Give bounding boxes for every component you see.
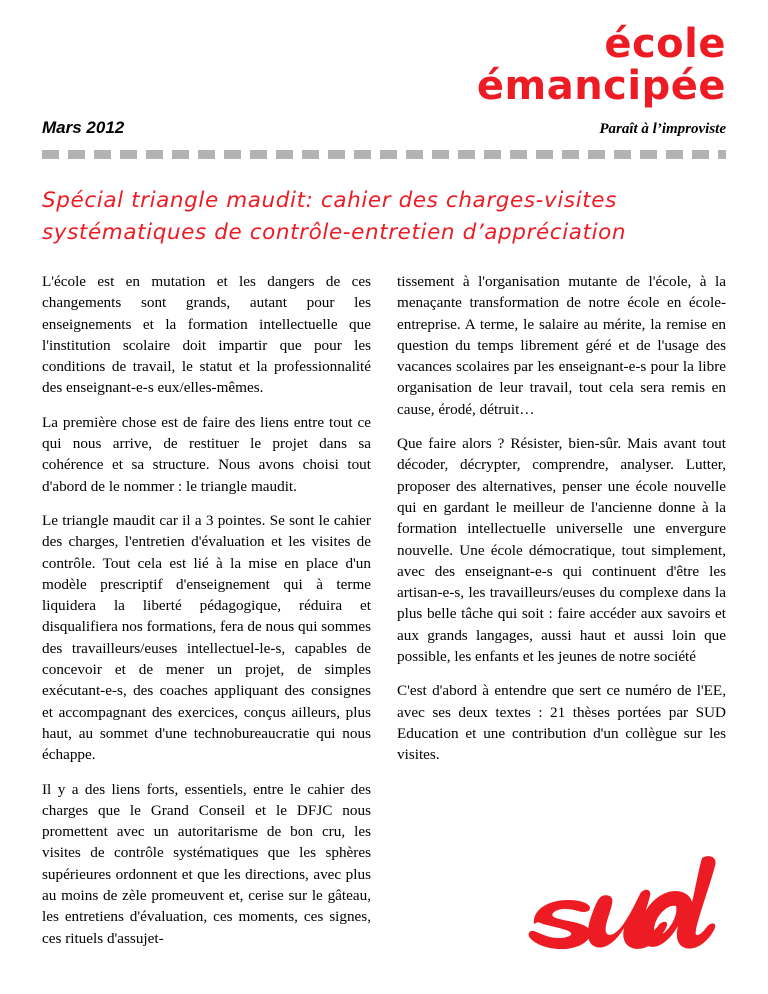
issue-tagline: Paraît à l’improviste	[599, 121, 726, 137]
masthead	[42, 0, 726, 108]
issue-line	[42, 118, 726, 138]
paragraph: Le triangle maudit car il a 3 pointes. Se sont le cahier des charges, l'entretien d'évaluation et les visites de contrôle. Tout cela est lié à la mise en place d'un modèle prescriptif d'enseignement qui à terme liquidera la liberté pédagogique, réduira et disqualifiera nos formations, fera de nous qui sommes des travailleurs/euses intellectuel-le-s, capables de concevoir et de mener un projet, de simples exécutant-e-s, des coaches appliquant des consignes et accompagnant des exercices, conçus ailleurs, plus haut, au sommet d'une technobureaucratie qui nous échappe.	[42, 511, 371, 764]
dashed-divider	[42, 150, 726, 159]
paragraph: tissement à l'organisation mutante de l'école, à la menaçante transformation de notre école en école-entreprise. A terme, le salaire au mérite, la remise en question du temps librement géré et de l'usage des vacances scolaires par les enseignant-e-s pour la libre organisation de leur travail, tout cela sera remis en cause, érodé, détruit…	[397, 273, 726, 418]
paragraph: Il y a des liens forts, essentiels, entre le cahier des charges que le Grand Conseil et le DFJC nous promettent avec un autoritarisme de bon cru, les visites de contrôle systématiques que les sphères supérieures ordonnent et que les directions, avec plus au moins de zèle promeuvent et, cerise sur le gâteau, les entretiens d'évaluation, ces moments, ces signes, ces rituels d'assujet-	[42, 780, 371, 947]
paragraph: C'est d'abord à entendre que sert ce numéro de l'EE, avec ses deux textes : 21 thèses portées par SUD Education et une contribution d'un collègue sur les visites.	[397, 682, 726, 764]
paragraph: Que faire alors ? Résister, bien-sûr. Mais avant tout décoder, décrypter, comprendre, analyser. Lutter, proposer des alternatives, penser une école nouvelle qui en gardant le meilleur de l'ancienne donne à la formation intellectuelle universelle une envergure nouvelle. Une école démocratique, tout simplement, avec des enseignant-e-s qui continuent d'être les artisan-e-s, les travailleurs/euses du complexe dans la plus belle tâche qui soit : faire accéder aux savoirs et aux grands langages, aussi haut et aussi loin que possible, les enfants et les jeunes de notre société	[397, 435, 726, 666]
sud-logo	[524, 846, 724, 956]
paragraph: L'école est en mutation et les dangers de ces changements sont grands, autant pour les enseignements et la formation intellectuelle que l'institution scolaire doit impartir que pour les conditions de travail, le statut et la professionnalité des enseignant-e-s eux/elles-mêmes.	[42, 273, 371, 397]
masthead-title-line2: émancipée	[476, 63, 726, 109]
issue-date: Mars 2012	[42, 118, 125, 137]
masthead-title-line1: école	[604, 21, 726, 67]
page-title: Spécial triangle maudit: cahier des charges-visites systématiques de contrôle-entretien d’appréciation	[42, 188, 627, 245]
article-column-left	[42, 271, 371, 949]
paragraph: La première chose est de faire des liens entre tout ce qui nous arrive, de restituer le projet dans sa cohérence et sa structure. Nous avons choisi tout d'abord de le nommer : le triangle maudit.	[42, 413, 371, 495]
